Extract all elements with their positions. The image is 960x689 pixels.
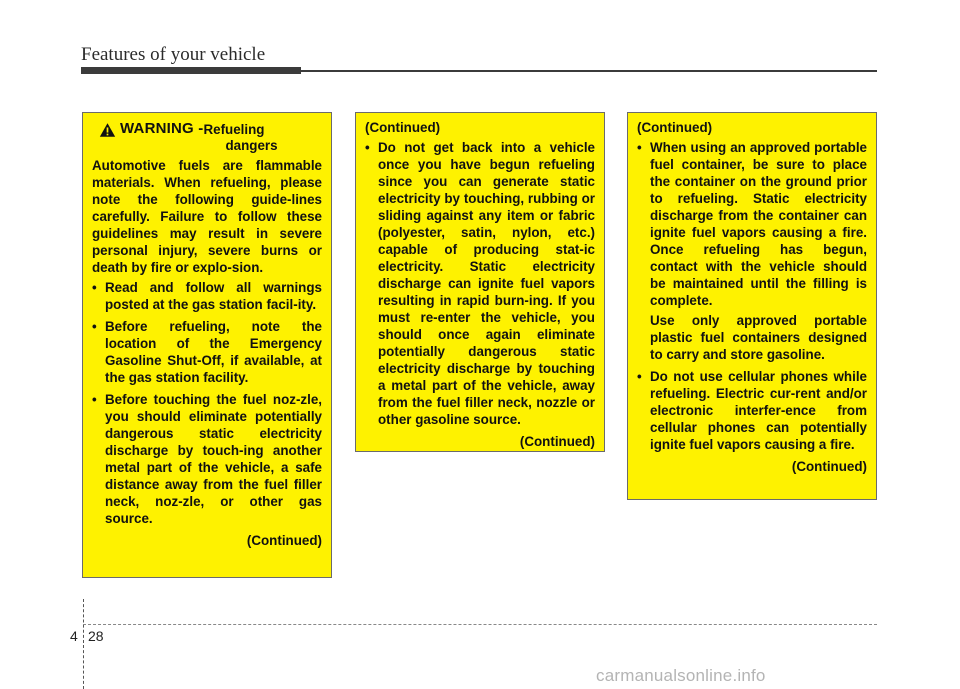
warning-box-continued-1 bbox=[355, 112, 605, 452]
list-item: • Before refueling, note the location of the Emergency Gasoline Shut-Off, if available, at the gas station facility. bbox=[92, 318, 322, 386]
continued-top-label: (Continued) bbox=[637, 120, 713, 135]
list-item: • Do not use cellular phones while refueling. Electric cur-rent and/or electronic interfer-ence from cellular phones can potentially ignite fuel vapors causing a fire. bbox=[637, 368, 867, 453]
footer-horizontal-rule bbox=[83, 624, 877, 625]
footer-vertical-rule bbox=[83, 599, 84, 689]
warning-topic bbox=[203, 122, 277, 154]
section-title: Features of your vehicle bbox=[81, 44, 266, 65]
header-rule-thick bbox=[81, 67, 301, 74]
warning-bullets-2 bbox=[637, 368, 867, 453]
continued-label: (Continued) bbox=[246, 533, 322, 548]
watermark: carmanualsonline.info bbox=[596, 666, 766, 685]
continued-label: (Continued) bbox=[791, 459, 867, 474]
warning-box-refueling bbox=[82, 112, 332, 578]
warning-heading bbox=[92, 119, 322, 154]
list-item: • Read and follow all warnings posted at the gas station facil-ity. bbox=[92, 279, 322, 313]
continued-label: (Continued) bbox=[519, 434, 595, 449]
warning-topic-line1: Refueling bbox=[203, 122, 265, 137]
list-item: • When using an approved portable fuel container, be sure to place the container on the ground prior to refueling. Static electricity discharge from the container can ignite fuel vapors causing a fire. Once refueling has begun, contact with the vehicle should be maintained until the filling is complete. bbox=[637, 139, 867, 309]
warning-label: WARNING - bbox=[120, 120, 204, 137]
header-rule-thin bbox=[301, 70, 877, 72]
warning-bullets bbox=[365, 139, 595, 428]
warning-box-continued-2 bbox=[627, 112, 877, 500]
page-number: 28 bbox=[88, 628, 104, 644]
warning-intro: Automotive fuels are flammable materials. When refueling, please note the following guide-lines carefully. Failure to follow these guidelines may result in severe personal injury, severe burns or death by fire or explo-sion. bbox=[92, 158, 322, 275]
list-item-extra-paragraph: Use only approved portable plastic fuel containers designed to carry and store gasoline. bbox=[650, 313, 867, 362]
list-item: • Before touching the fuel noz-zle, you should eliminate potentially dangerous static electricity discharge by touch-ing another metal part of the vehicle, a safe distance away from the fuel filler neck, noz-zle, or other gas source. bbox=[92, 391, 322, 527]
list-item: • Do not get back into a vehicle once you have begun refueling since you can generate static electricity by touching, rubbing or sliding against any item or fabric (polyester, satin, nylon, etc.) capable of producing stat-ic electricity. Static electricity discharge can ignite fuel vapors resulting in rapid burn-ing. If you must re-enter the vehicle, you should once again eliminate potentially dangerous static electricity discharge by touching a metal part of the vehicle, away from the fuel filler neck, nozzle or other gasoline source. bbox=[365, 139, 595, 428]
chapter-number: 4 bbox=[70, 628, 78, 644]
continued-top-label: (Continued) bbox=[365, 120, 441, 135]
warning-bullets bbox=[637, 139, 867, 309]
warning-bullets bbox=[92, 279, 322, 527]
warning-triangle-icon bbox=[99, 122, 116, 138]
warning-topic-line2: dangers bbox=[225, 138, 278, 153]
